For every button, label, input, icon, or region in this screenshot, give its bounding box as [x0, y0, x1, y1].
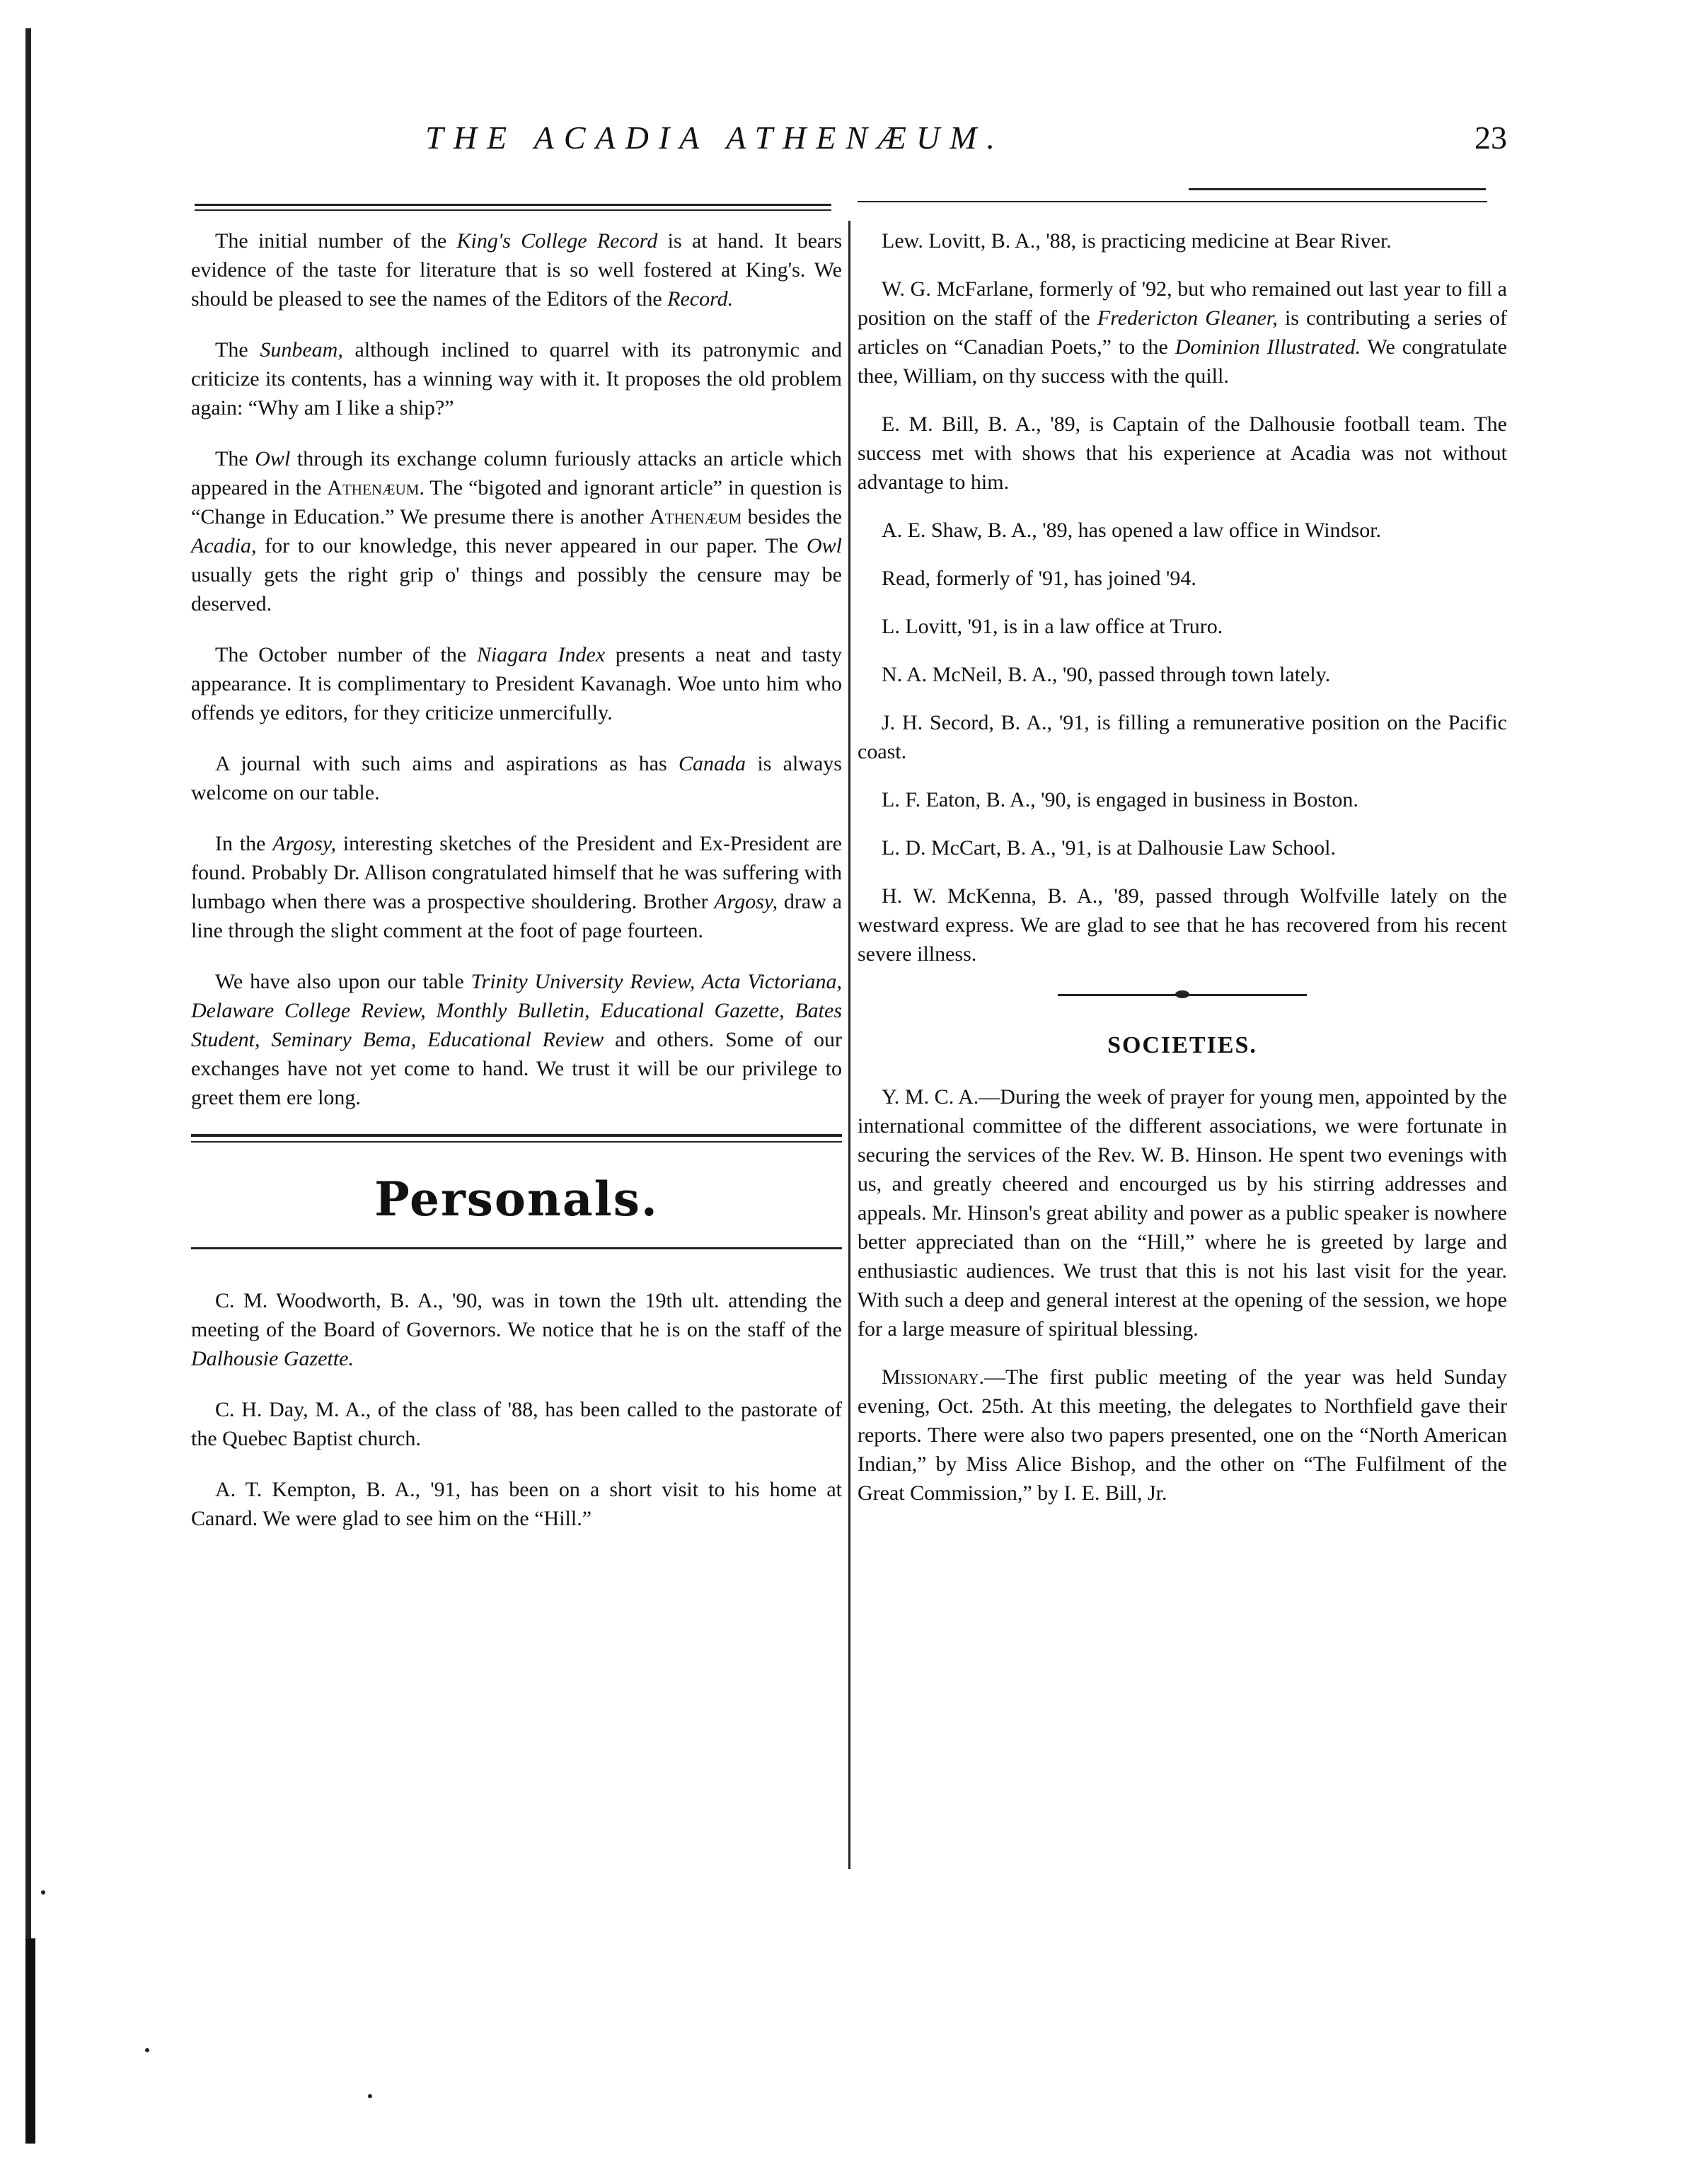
paragraph-text: The “bigoted and ignorant article” in question is “Change in Education.” We presume there is another: [191, 476, 842, 528]
personal-paragraph: [858, 410, 1507, 497]
paragraph-text: is always welcome on our table.: [191, 752, 842, 804]
exchanges-section: [191, 226, 842, 1112]
page-binding-shadow: [25, 1938, 35, 2144]
print-speck: [368, 2094, 372, 2098]
italic-title-text: Fredericton Gleaner,: [1097, 306, 1278, 330]
personal-paragraph: [858, 785, 1507, 814]
paragraph-text: Lew. Lovitt, B. A., '88, is practicing medicine at Bear River.: [882, 229, 1392, 253]
societies-heading: SOCIETIES.: [1107, 1032, 1257, 1058]
paragraph-text: W. G. McFarlane, formerly of '92, but who remained out last year to fill a position on the staff of the: [858, 277, 1507, 330]
page-binding-edge: [25, 28, 31, 2144]
paragraph-text: The October number of the: [215, 643, 477, 666]
paragraph-text: besides the: [742, 505, 842, 528]
exchange-paragraph: [191, 226, 842, 313]
section-divider-double-rule: [191, 1134, 842, 1143]
exchange-paragraph: [191, 444, 842, 618]
paragraph-text: A journal with such aims and aspirations as has: [215, 752, 679, 775]
italic-title-text: Owl: [255, 447, 291, 470]
ornamental-divider: [1058, 988, 1307, 1002]
paragraph-text: L. F. Eaton, B. A., '90, is engaged in business in Boston.: [882, 788, 1358, 811]
small-caps-text: Missionary.: [882, 1365, 985, 1389]
small-caps-text: Athenæum.: [327, 476, 425, 499]
paragraph-text: J. H. Secord, B. A., '91, is filling a remunerative position on the Pacific coast.: [858, 711, 1507, 763]
personal-paragraph: [858, 274, 1507, 391]
personal-paragraph: [858, 564, 1507, 593]
personal-paragraph: [191, 1395, 842, 1453]
page-number: 23: [1475, 120, 1507, 156]
paragraph-text: and others. Some of our exchanges have not yet come to hand. We trust it will be our privilege to greet them ere long.: [191, 1028, 842, 1109]
paragraph-text: is at hand. It bears evidence of the taste for literature that is so well fostered at King's. We should be pleased to see the names of the Editors of the: [191, 229, 842, 311]
paragraph-text: The initial number of the: [215, 229, 457, 253]
exchange-paragraph: [191, 640, 842, 727]
personal-paragraph: [858, 226, 1507, 255]
italic-title-text: Dominion Illustrated.: [1175, 335, 1361, 359]
italic-title-text: Sunbeam,: [260, 338, 343, 362]
ornament-dot: [1175, 990, 1189, 998]
societies-section: [858, 1082, 1507, 1508]
paragraph-text: usually gets the right grip o' things and possibly the censure may be deserved.: [191, 563, 842, 615]
left-column: [191, 226, 842, 1555]
print-speck: [145, 2048, 149, 2052]
print-speck: [41, 1890, 45, 1895]
personal-paragraph: [858, 881, 1507, 968]
society-paragraph: [858, 1363, 1507, 1508]
header-rule-left: [195, 204, 831, 206]
personal-paragraph: [858, 612, 1507, 641]
paragraph-text: A. T. Kempton, B. A., '91, has been on a short visit to his home at Canard. We were glad to see him on the “Hill.”: [191, 1478, 842, 1530]
society-paragraph: [858, 1082, 1507, 1343]
personal-paragraph: [858, 708, 1507, 766]
italic-title-text: Argosy,: [714, 890, 778, 913]
section-divider-rule: [191, 1247, 842, 1249]
header-rule-right-lower: [858, 201, 1487, 202]
exchange-paragraph: [191, 967, 842, 1112]
header-rule-right: [1189, 188, 1486, 190]
paragraph-text: The: [215, 447, 255, 470]
paragraph-text: interesting sketches of the President and Ex-President are found. Probably Dr. Allison congratulated himself that he was suffering with lumbago when there was a prospective shouldering. Brother: [191, 832, 843, 913]
exchange-paragraph: [191, 335, 842, 422]
header-rule-left-lower: [195, 209, 831, 211]
italic-title-text: Niagara Index: [476, 643, 606, 666]
personal-paragraph: [858, 833, 1507, 862]
italic-title-text: King's College Record: [456, 229, 658, 253]
personals-continued-section: [858, 226, 1507, 968]
running-header-title: THE ACADIA ATHENÆUM.: [425, 120, 1005, 156]
paragraph-text: C. M. Woodworth, B. A., '90, was in town the 19th ult. attending the meeting of the Board of Governors. We notice that he is on the staff of the: [191, 1289, 842, 1341]
paragraph-text: Y. M. C. A.—During the week of prayer for young men, appointed by the international committee of the different associations, we were fortunate in securing the services of the Rev. W. B. Hinson. He spent two evenings with us, and greatly cheered and encourged us by his stirring addresses and appeals. Mr. Hinson's great ability and power as a public speaker is nowhere better appreciated than on the “Hill,” where he is greeted by large and enthusiastic audiences. We trust that this is not his last visit for the year. With such a deep and general interest at the opening of the session, we hope for a large measure of spiritual blessing.: [858, 1085, 1507, 1341]
paragraph-text: L. Lovitt, '91, is in a law office at Truro.: [882, 615, 1223, 638]
paragraph-text: although inclined to quarrel with its patronymic and criticize its contents, has a winning way with it. It proposes the old problem again: “Why am I like a ship?”: [191, 338, 843, 420]
italic-title-text: Owl: [806, 534, 842, 557]
personal-paragraph: [191, 1475, 842, 1533]
paragraph-text: In the: [215, 832, 273, 855]
paragraph-text: draw a line through the slight comment at the foot of page fourteen.: [191, 890, 842, 942]
italic-title-text: Dalhousie Gazette.: [191, 1347, 354, 1370]
exchange-paragraph: [191, 749, 842, 807]
paragraph-text: We congratulate thee, William, on thy success with the quill.: [858, 335, 1507, 388]
personal-paragraph: [858, 516, 1507, 545]
italic-title-text: Trinity University Review, Acta Victoriana, Delaware College Review, Monthly Bulletin, Educational Gazette, Bates Student, Seminary Bema, Educational Review: [191, 970, 842, 1051]
personal-paragraph: [191, 1286, 842, 1373]
paragraph-text: C. H. Day, M. A., of the class of '88, has been called to the pastorate of the Quebec Baptist church.: [191, 1398, 842, 1450]
exchange-paragraph: [191, 829, 842, 945]
paragraph-text: —The first public meeting of the year was held Sunday evening, Oct. 25th. At this meeting, the delegates to Northfield gave their reports. There were also two papers presented, one on the “North American Indian,” by Miss Alice Bishop, and the other on “The Fulfilment of the Great Commission,” by I. E. Bill, Jr.: [858, 1365, 1507, 1505]
italic-title-text: Acadia,: [191, 534, 257, 557]
right-column: [858, 226, 1507, 1527]
personals-heading: Personals.: [374, 1172, 659, 1227]
italic-title-text: Record.: [667, 287, 734, 311]
column-divider: [848, 221, 850, 1869]
personal-paragraph: [858, 660, 1507, 689]
paragraph-text: E. M. Bill, B. A., '89, is Captain of the Dalhousie football team. The success met with shows that his experience at Acadia was not without advantage to him.: [858, 412, 1507, 494]
paragraph-text: L. D. McCart, B. A., '91, is at Dalhousie Law School.: [882, 836, 1336, 860]
small-caps-text: Athenæum: [650, 505, 742, 528]
italic-title-text: Argosy,: [272, 832, 337, 855]
personals-section: [191, 1286, 842, 1533]
paragraph-text: N. A. McNeil, B. A., '90, passed through town lately.: [882, 663, 1331, 686]
paragraph-text: The: [215, 338, 260, 362]
paragraph-text: We have also upon our table: [215, 970, 471, 993]
paragraph-text: for to our knowledge, this never appeared in our paper. The: [256, 534, 807, 557]
italic-title-text: Canada: [679, 752, 746, 775]
paragraph-text: is contributing a series of articles on “Canadian Poets,” to the: [858, 306, 1507, 359]
paragraph-text: through its exchange column furiously attacks an article which appeared in the: [191, 447, 842, 499]
paragraph-text: A. E. Shaw, B. A., '89, has opened a law office in Windsor.: [882, 519, 1382, 542]
paragraph-text: presents a neat and tasty appearance. It is complimentary to President Kavanagh. Woe unto him who offends ye editors, for they criticize unmercifully.: [191, 643, 843, 724]
paragraph-text: Read, formerly of '91, has joined '94.: [882, 567, 1196, 590]
paragraph-text: H. W. McKenna, B. A., '89, passed through Wolfville lately on the westward express. We are glad to see that he has recovered from his recent severe illness.: [858, 884, 1507, 966]
